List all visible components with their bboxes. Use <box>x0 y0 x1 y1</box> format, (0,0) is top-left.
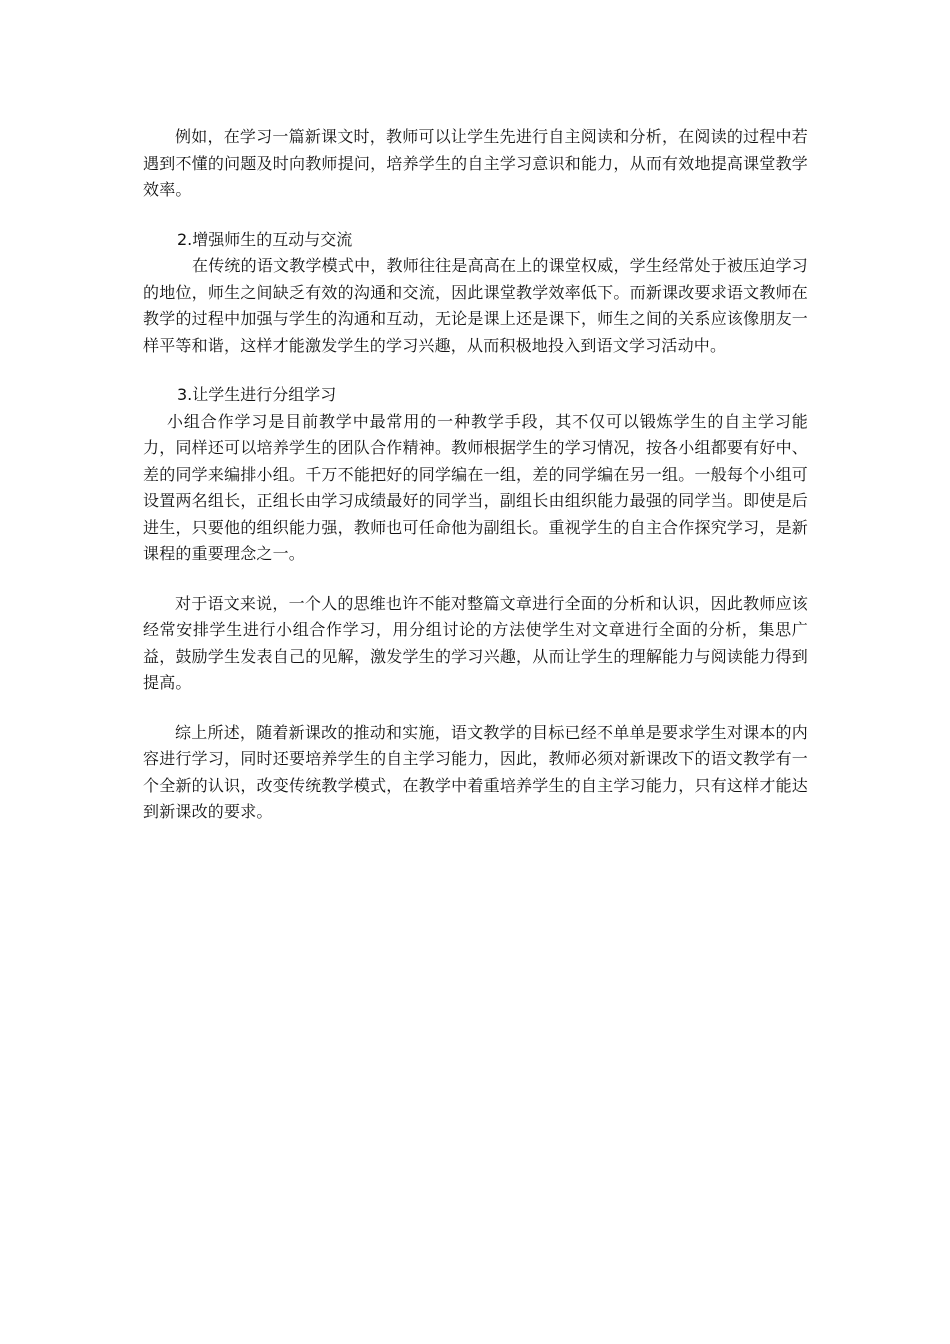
section-3-paragraph: 小组合作学习是目前教学中最常用的一种教学手段，其不仅可以锻炼学生的自主学习能力，同样还可以培养学生的团队合作精神。教师根据学生的学习情况，按各小组都要有好中、差的同学来编排小组。千万不能把好的同学编在一组，差的同学编在另一组。一般每个小组可设置两名组长，正组长由学习成绩最好的同学当，副组长由组织能力最强的同学当。即使是后进生，只要他的组织能力强，教师也可任命他为副组长。重视学生的自主合作探究学习，是新课程的重要理念之一。 <box>143 411 808 563</box>
spacer <box>143 359 808 382</box>
section-2-paragraph: 在传统的语文教学模式中，教师往往是高高在上的课堂权威，学生经常处于被压迫学习的地位，师生之间缺乏有效的沟通和交流，因此课堂教学效率低下。而新课改要求语文教师在教学的过程中加强与学生的沟通和互动，无论是课上还是课下，师生之间的关系应该像朋友一样平等和谐，这样才能激发学生的学习兴趣，从而积极地投入到语文学习活动中。 <box>143 256 808 355</box>
chinese-paragraph: 对于语文来说，一个人的思维也许不能对整篇文章进行全面的分析和认识，因此教师应该经常安排学生进行小组合作学习，用分组讨论的方法使学生对文章进行全面的分析，集思广益，鼓励学生发表自己的见解，激发学生的学习兴趣，从而让学生的理解能力与阅读能力得到提高。 <box>143 593 808 692</box>
spacer <box>143 568 808 591</box>
section-2-heading: 2.增强师生的互动与交流 <box>177 229 353 249</box>
section-3-heading: 3.让学生进行分组学习 <box>177 385 337 404</box>
intro-paragraph: 例如，在学习一篇新课文时，教师可以让学生先进行自主阅读和分析，在阅读的过程中若遇到不懂的问题及时向教师提问，培养学生的自主学习意识和能力，从而有效地提高课堂教学效率。 <box>143 127 808 199</box>
document-page <box>143 124 808 826</box>
spacer <box>143 204 808 227</box>
conclusion-paragraph: 综上所述，随着新课改的推动和实施，语文教学的目标已经不单单是要求学生对课本的内容进行学习，同时还要培养学生的自主学习能力，因此，教师必须对新课改下的语文教学有一个全新的认识，改变传统教学模式，在教学中着重培养学生的自主学习能力，只有这样才能达到新课改的要求。 <box>143 722 808 821</box>
spacer <box>143 697 808 720</box>
